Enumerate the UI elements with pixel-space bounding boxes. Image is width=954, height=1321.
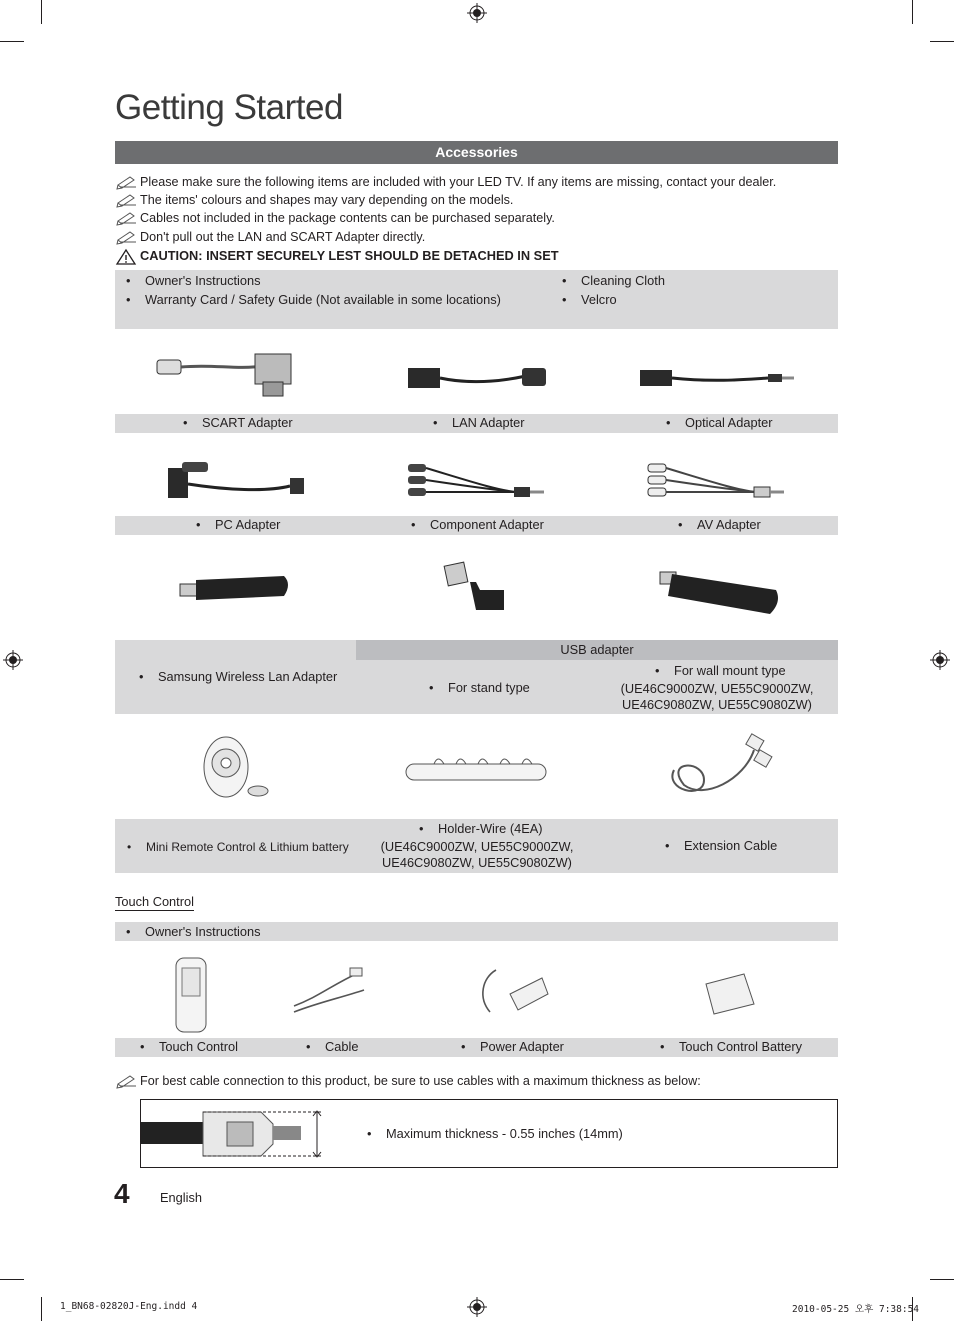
list-item: • AV Adapter [697,517,761,533]
crop-mark [41,1297,42,1321]
optical-adapter-image [640,364,800,394]
note-item [116,192,513,208]
pencil-note-icon [116,211,138,225]
list-item: • Touch Control [159,1039,238,1055]
footer-timestamp: 2010-05-25 오후 7:38:54 [792,1304,920,1315]
holder-wire-image [404,752,554,792]
pencil-note-icon [116,193,138,207]
component-adapter-image [406,460,546,504]
footer-filename: 1_BN68-02820J-Eng.indd 4 [60,1301,198,1312]
caution-line [116,248,559,264]
wall-models-line: UE46C9080ZW, UE55C9080ZW) [622,697,812,712]
pencil-note-icon [116,1074,138,1088]
list-item: • Warranty Card / Safety Guide (Not available in some locations) [145,292,501,308]
list-item: • For wall mount type [674,663,786,679]
list-item: • Extension Cable [684,838,777,854]
list-item: • Component Adapter [430,517,544,533]
touch-control-battery-image [700,970,760,1020]
note-text: Cables not included in the package contents can be purchased separately. [140,211,555,225]
pc-adapter-image [166,460,306,504]
list-item: • Mini Remote Control & Lithium battery [146,839,349,855]
pencil-note-icon [116,175,138,189]
list-item: • LAN Adapter [452,415,525,431]
registration-mark-icon [3,650,23,670]
crop-mark [930,1279,954,1280]
note-text: The items' colours and shapes may vary depending on the models. [140,193,514,207]
list-item: • Power Adapter [480,1039,564,1055]
note-text: Don't pull out the LAN and SCART Adapter directly. [140,230,426,244]
usb-adapter-stand-image [440,560,510,620]
section-header-accessories: Accessories [115,141,838,164]
list-item: • Maximum thickness - 0.55 inches (14mm) [386,1126,623,1142]
list-item: • Cleaning Cloth [581,273,665,289]
note-text: For best cable connection to this product, be sure to use cables with a maximum thickness as below: [140,1074,701,1088]
list-item: • SCART Adapter [202,415,293,431]
list-item: • Touch Control Battery [679,1039,802,1055]
list-item: • PC Adapter [215,517,280,533]
pencil-note-icon [116,230,138,244]
list-item: • Optical Adapter [685,415,773,431]
registration-mark-icon [467,1297,487,1317]
page-number: 4 [114,1178,130,1209]
holder-models-line: UE46C9080ZW, UE55C9080ZW) [382,855,572,870]
registration-mark-icon [467,3,487,23]
touch-control-heading: Touch Control [115,894,194,909]
list-item: • Samsung Wireless Lan Adapter [158,669,337,685]
av-adapter-image [646,460,786,504]
wireless-lan-adapter-image [176,570,296,610]
crop-mark [0,41,24,42]
crop-mark [912,0,913,24]
usb-adapter-wall-image [658,566,788,626]
crop-mark [41,0,42,24]
note-item [116,1073,701,1089]
caution-text: CAUTION: INSERT SECURELY LEST SHOULD BE DETACHED IN SET [140,248,559,263]
holder-models-line: (UE46C9000ZW, UE55C9000ZW, [380,839,574,854]
list-item: • Owner's Instructions [145,273,261,289]
page-title: Getting Started [115,88,343,127]
cable-image [290,966,370,1016]
registration-mark-icon [930,650,950,670]
list-item: • Velcro [581,292,617,308]
mini-remote-image [200,735,270,805]
note-text: Please make sure the following items are included with your LED TV. If any items are missing, contact your dealer. [140,175,777,189]
touch-control-image [174,956,214,1036]
crop-mark [930,41,954,42]
list-item: • Holder-Wire (4EA) [438,821,543,837]
scart-adapter-image [155,352,295,402]
power-adapter-image [476,968,556,1018]
list-item: • For stand type [448,680,530,696]
extension-cable-image [664,730,774,800]
cable-thickness-diagram [141,1106,331,1162]
warning-triangle-icon [116,249,138,263]
crop-mark [0,1279,24,1280]
list-item: • Cable [325,1039,358,1055]
note-item [116,229,425,245]
page-language: English [160,1190,202,1205]
lan-adapter-image [408,360,558,400]
list-item: • Owner's Instructions [145,924,261,940]
usb-header-label: USB adapter [560,642,634,657]
note-item [116,174,776,190]
note-item [116,210,555,226]
wall-models-line: (UE46C9000ZW, UE55C9000ZW, [620,681,814,696]
